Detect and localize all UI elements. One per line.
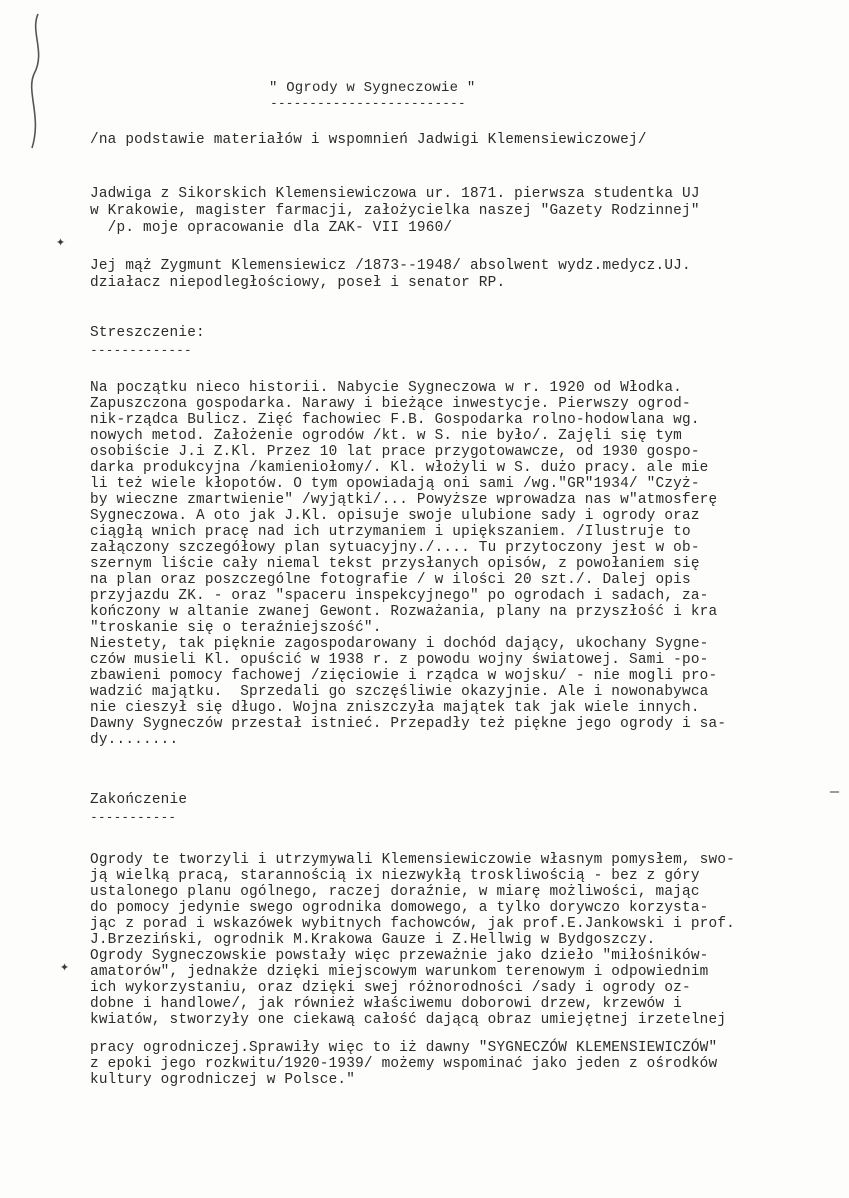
summary-line: Zapuszczona gospodarka. Narawy i bieżące inwestycje. Pierwszy ogrod- xyxy=(90,396,691,412)
ending-line: Ogrody Sygneczowskie powstały więc przeważnie jako dzieło "miłośników- xyxy=(90,948,709,964)
summary-line: "troskanie się o teraźniejszość". xyxy=(90,620,382,636)
summary-line: przyjazdu ZK. - oraz "spaceru inspekcyjnego" po ogrodach i sadach, za- xyxy=(90,588,709,604)
summary-line: zbawieni pomocy fachowej /zięciowie i rządca w wojsku/ - nie mogli pro- xyxy=(90,668,718,684)
summary-line: szernym liście cały niemal tekst przysłanych opisów, z powołaniem się xyxy=(90,556,700,572)
ending-line: kultury ogrodniczej w Polsce." xyxy=(90,1072,356,1088)
ending-line: do pomocy jedynie swego ogrodnika domowego, a tylko dorywczo korzysta- xyxy=(90,900,709,916)
summary-underline: ------------- xyxy=(90,343,192,358)
summary-line: dy........ xyxy=(90,732,179,748)
husband-line: Jej mąż Zygmunt Klemensiewicz /1873--1948/ absolwent wydz.medycz.UJ. xyxy=(90,258,691,274)
left-margin-bracket xyxy=(18,12,48,152)
ending-heading: Zakończenie xyxy=(90,792,188,808)
summary-line: Sygneczowa. A oto jak J.Kl. opisuje swoje ulubione sady i ogrody oraz xyxy=(90,508,700,524)
summary-line: darka produkcyjna /kamieniołomy/. Kl. włożyli w S. dużo pracy. ale mie xyxy=(90,460,709,476)
ending-line: jąc z porad i wskazówek wybitnych fachowców, jak prof.E.Jankowski i prof. xyxy=(90,916,736,932)
summary-line: ciągłą wnich pracę nad ich utrzymaniem i upiększaniem. /Ilustruje to xyxy=(90,524,691,540)
summary-line: nie cieszył się długo. Wojna zniszczyła majątek tak jak wiele innych. xyxy=(90,700,700,716)
ending-line: J.Brzeziński, ogrodnik M.Krakowa Gauze i Z.Hellwig w Bydgoszczy. xyxy=(90,932,656,948)
ending-underline: ----------- xyxy=(90,810,177,825)
intro-line: Jadwiga z Sikorskich Klemensiewiczowa ur. 1871. pierwsza studentka UJ xyxy=(90,186,700,202)
husband-line: działacz niepodległościowy, poseł i senator RP. xyxy=(90,275,506,291)
ending-line: kwiatów, stworzyły one ciekawą całość dającą obraz umiejętnej irzetelnej xyxy=(90,1012,727,1028)
ending-line: dobne i handlowe/, jak również właściwemu doborowi drzew, krzewów i xyxy=(90,996,682,1012)
ending-line: ich wykorzystaniu, oraz dzięki swej różnorodności /sady i ogrody oz- xyxy=(90,980,691,996)
ending-line: ustalonego planu ogólnego, raczej doraźnie, w miarę możliwości, mając xyxy=(90,884,700,900)
summary-line: Niestety, tak pięknie zagospodarowany i dochód dający, ukochany Sygne- xyxy=(90,636,709,652)
page-edge-mark-right: — xyxy=(830,784,840,801)
ending-line: pracy ogrodniczej.Sprawiły więc to iż dawny "SYGNECZÓW KLEMENSIEWICZÓW" xyxy=(90,1040,718,1056)
summary-line: wadzić majątku. Sprzedali go szczęśliwie okazyjnie. Ale i nowonabywca xyxy=(90,684,709,700)
document-title: " Ogrody w Sygneczowie " xyxy=(269,80,476,96)
summary-line: załączony szczegółowy plan sytuacyjny./.... Tu przytoczony jest w ob- xyxy=(90,540,700,556)
source-note: /na podstawie materiałów i wspomnień Jadwigi Klemensiewiczowej/ xyxy=(90,132,647,148)
title-underline: ------------------------- xyxy=(270,96,466,111)
ending-line: z epoki jego rozkwitu/1920-1939/ możemy wspominać jako jeden z ośrodków xyxy=(90,1056,718,1072)
intro-line: /p. moje opracowanie dla ZAK- VII 1960/ xyxy=(90,220,453,236)
ending-line: ją wielką pracą, starannością ix niezwykłą troskliwością - bez z góry xyxy=(90,868,700,884)
summary-line: Na początku nieco historii. Nabycie Sygneczowa w r. 1920 od Włodka. xyxy=(90,380,682,396)
summary-line: nowych metod. Założenie ogrodów /kt. w S. nie było/. Zajęli się tym xyxy=(90,428,682,444)
summary-line: Dawny Sygneczów przestał istnieć. Przepadły też piękne jego ogrody i sa- xyxy=(90,716,727,732)
ending-line: Ogrody te tworzyli i utrzymywali Klemensiewiczowie własnym pomysłem, swo- xyxy=(90,852,736,868)
intro-line: w Krakowie, magister farmacji, założycielka naszej "Gazety Rodzinnej" xyxy=(90,203,700,219)
summary-line: li też wiele kłopotów. O tym opowiadają oni sami /wg."GR"1934/ "Czyż- xyxy=(90,476,700,492)
summary-line: czów musieli Kl. opuścić w 1938 r. z powodu wojny światowej. Sami -po- xyxy=(90,652,709,668)
summary-heading: Streszczenie: xyxy=(90,325,205,341)
summary-line: osobiście J.i Z.Kl. Przez 10 lat prace przygotowawcze, od 1930 gospo- xyxy=(90,444,700,460)
summary-line: by wieczne zmartwienie" /wyjątki/... Powyższe wprowadza nas w"atmosferę xyxy=(90,492,718,508)
summary-line: nik-rządca Bulicz. Zięć fachowiec F.B. Gospodarka rolno-hodowlana wg. xyxy=(90,412,700,428)
punch-mark-top: ✦ xyxy=(56,234,66,251)
summary-line: na plan oraz poszczególne fotografie / w ilości 20 szt./. Dalej opis xyxy=(90,572,691,588)
summary-line: kończony w altanie zwanej Gewont. Rozważania, plany na przyszłość i kra xyxy=(90,604,718,620)
punch-mark-bottom: ✦ xyxy=(60,959,70,976)
ending-line: amatorów", jednakże dzięki miejscowym warunkom terenowym i odpowiednim xyxy=(90,964,709,980)
